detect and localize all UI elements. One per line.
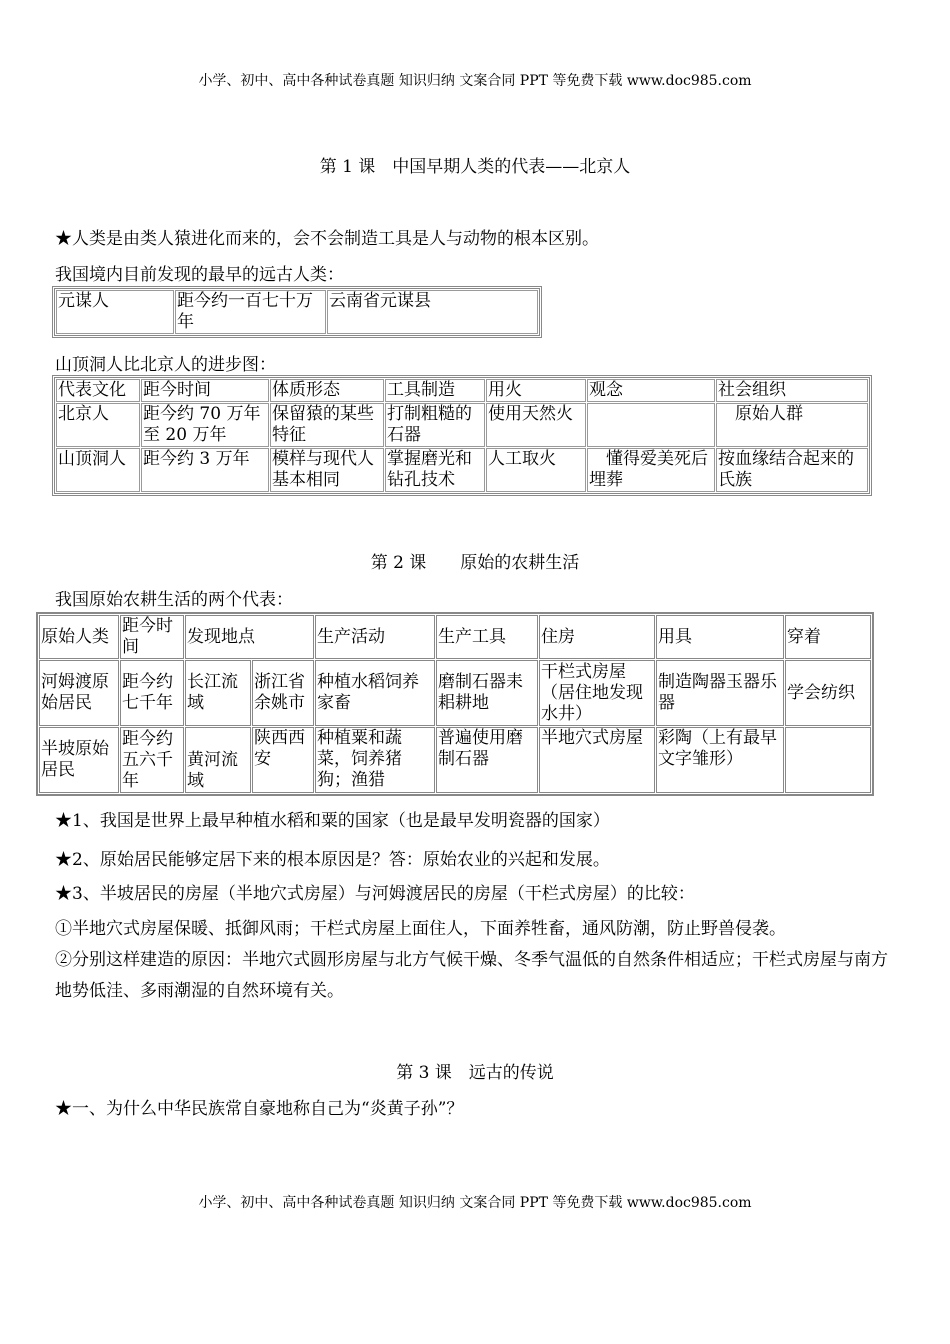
table-cell: 黄河流域 — [185, 727, 251, 793]
page-footer: 小学、初中、高中各种试卷真题 知识归纳 文案合同 PPT 等免费下载 www.doc985.com — [198, 1195, 752, 1211]
table-cell: 距今约 70 万年至 20 万年 — [141, 403, 269, 447]
table-cell: 保留猿的某些特征 — [270, 403, 384, 447]
table-cell: 河姆渡原始居民 — [39, 660, 119, 726]
table-cell: 打制粗糙的石器 — [385, 403, 485, 447]
table-cell: 原始人群 — [716, 403, 868, 447]
table-header-row — [39, 615, 871, 659]
table-cell: 制造陶器玉器乐器 — [656, 660, 784, 726]
table-cell: 北京人 — [56, 403, 140, 447]
table-cell: 懂得爱美死后埋葬 — [587, 448, 715, 492]
table-cell: 彩陶（上有最早文字雏形） — [656, 727, 784, 793]
table-header: 原始人类 — [39, 615, 119, 659]
table-cell: 人工取火 — [486, 448, 586, 492]
table-row — [56, 448, 868, 492]
point-2: ★2、原始居民能够定居下来的根本原因是？答：原始农业的兴起和发展。 — [55, 850, 610, 870]
table-header: 用具 — [656, 615, 784, 659]
table-header: 体质形态 — [270, 379, 384, 402]
table-cell: 元谋人 — [56, 290, 174, 334]
table-cell: 干栏式房屋（居住地发现水井） — [539, 660, 655, 726]
lesson1-star: ★人类是由类人猿进化而来的，会不会制造工具是人与动物的根本区别。 — [55, 229, 599, 249]
table-header: 住房 — [539, 615, 655, 659]
table-header: 生产活动 — [315, 615, 435, 659]
table-row — [39, 727, 871, 793]
table-header: 用火 — [486, 379, 586, 402]
point-1: ★1、我国是世界上最早种植水稻和粟的国家（也是最早发明瓷器的国家） — [55, 811, 610, 831]
table-row — [56, 290, 538, 334]
point-5: ②分别这样建造的原因：半地穴式圆形房屋与北方气候干燥、冬季气温低的自然条件相适应；干栏式房屋与南方地势低洼、多雨潮湿的自然环境有关。 — [55, 950, 888, 1001]
lesson1-title: 第 1 课 中国早期人类的代表——北京人 — [319, 157, 631, 177]
table-header: 穿着 — [785, 615, 871, 659]
table-row — [39, 660, 871, 726]
table-cell: 长江流域 — [185, 660, 251, 726]
table-header: 代表文化 — [56, 379, 140, 402]
yuanmou-table — [52, 286, 542, 338]
comparison-table — [52, 375, 872, 496]
lesson2-title: 第 2 课 原始的农耕生活 — [370, 553, 580, 573]
compare-intro: 山顶洞人比北京人的进步图： — [55, 355, 276, 375]
table-cell: 半坡原始居民 — [39, 727, 119, 793]
lesson2-intro: 我国原始农耕生活的两个代表： — [55, 590, 293, 610]
table-cell: 半地穴式房屋 — [539, 727, 655, 793]
table-header: 距今时间 — [120, 615, 184, 659]
table-cell: 普遍使用磨制石器 — [436, 727, 538, 793]
table-cell: 掌握磨光和钻孔技术 — [385, 448, 485, 492]
table-cell: 距今约 3 万年 — [141, 448, 269, 492]
lesson3-question: ★一、为什么中华民族常自豪地称自己为“炎黄子孙”？ — [55, 1099, 464, 1119]
table-cell: 山顶洞人 — [56, 448, 140, 492]
table-cell: 浙江省余姚市 — [252, 660, 314, 726]
page-header: 小学、初中、高中各种试卷真题 知识归纳 文案合同 PPT 等免费下载 www.doc985.com — [198, 73, 752, 89]
table-header: 发现地点 — [185, 615, 314, 659]
table-cell: 陕西西安 — [252, 727, 314, 793]
table-header: 观念 — [587, 379, 715, 402]
table-header: 生产工具 — [436, 615, 538, 659]
point-3: ★3、半坡居民的房屋（半地穴式房屋）与河姆渡居民的房屋（干栏式房屋）的比较： — [55, 884, 695, 904]
table-header-row — [56, 379, 868, 402]
table-header: 社会组织 — [716, 379, 868, 402]
table-cell: 模样与现代人基本相同 — [270, 448, 384, 492]
table-cell: 磨制石器耒耜耕地 — [436, 660, 538, 726]
table-cell: 距今约七千年 — [120, 660, 184, 726]
table-cell: 种植水稻饲养家畜 — [315, 660, 435, 726]
table-header: 工具制造 — [385, 379, 485, 402]
table-cell: 距今约一百七十万年 — [175, 290, 326, 334]
table-cell — [785, 727, 871, 793]
table-header: 距今时间 — [141, 379, 269, 402]
table-cell — [587, 403, 715, 447]
table-cell: 学会纺织 — [785, 660, 871, 726]
table-cell: 使用天然火 — [486, 403, 586, 447]
table-cell: 距今约五六千年 — [120, 727, 184, 793]
table-row — [56, 403, 868, 447]
table-cell: 种植粟和蔬菜，饲养猪狗；渔猎 — [315, 727, 435, 793]
point-4: ①半地穴式房屋保暖、抵御风雨；干栏式房屋上面住人，下面养牲畜，通风防潮，防止野兽侵袭。 — [55, 919, 786, 939]
lesson3-title: 第 3 课 远古的传说 — [396, 1063, 554, 1083]
table-cell: 云南省元谋县 — [327, 290, 538, 334]
farming-table — [36, 612, 874, 796]
table-cell: 按血缘结合起来的氏族 — [716, 448, 868, 492]
lesson1-intro: 我国境内目前发现的最早的远古人类： — [55, 265, 344, 285]
